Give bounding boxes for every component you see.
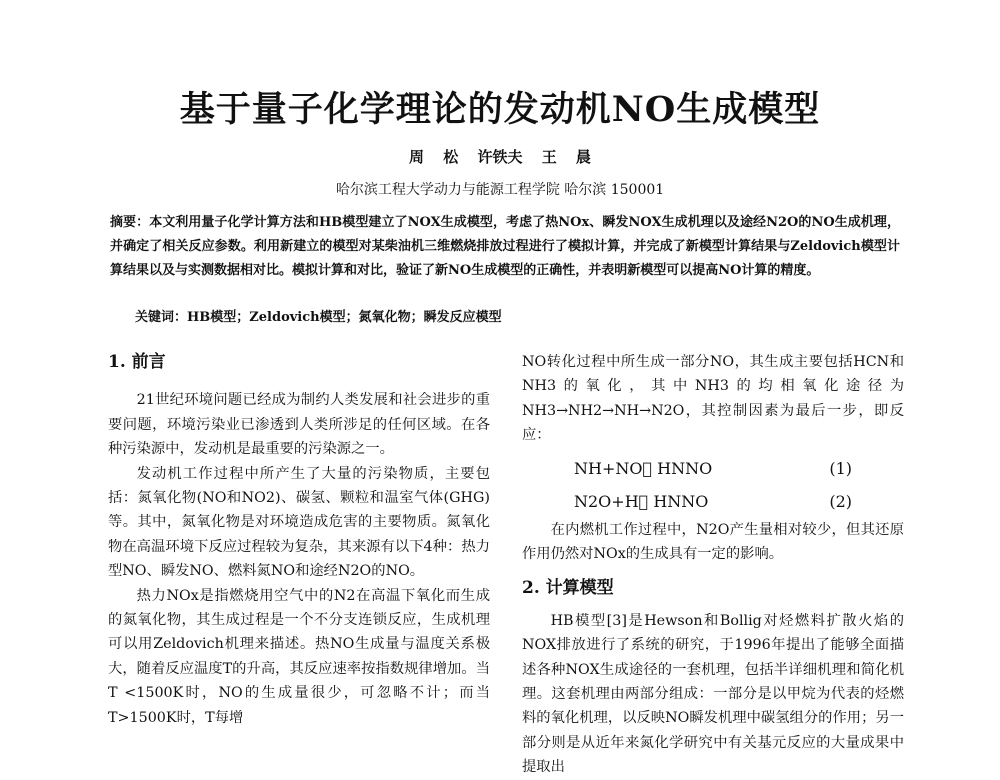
paragraph: 在内燃机工作过程中，N2O产生量相对较少，但其还原作用仍然对NOx的生成具有一定的影响。 (522, 521, 904, 563)
right-column (522, 350, 904, 780)
paragraph: 发动机工作过程中所产生了大量的污染物质，主要包括：氮氧化物(NO和NO2)、碳氢、颗粒和温室气体(GHG)等。其中，氮氧化物是对环境造成危害的主要物质。氮氧化物在高温环境下反应过程较为复杂，其来源有以下4种：热力型NO、瞬发NO、燃料氮NO和途经N2O的NO。 (108, 465, 490, 580)
equation-number: (1) (829, 458, 852, 478)
paragraph: NO转化过程中所生成一部分NO，其生成主要包括HCN和NH3的氧化，其中NH3的均相氧化途径为NH3→NH2→NH→N2O，其控制因素为最后一步，即反应： (522, 354, 904, 444)
equation-number: (2) (829, 491, 852, 511)
keywords (135, 306, 895, 325)
abstract-label: 摘要： (110, 215, 150, 230)
equation-2 (522, 485, 904, 518)
keywords-label: 关键词： (135, 310, 188, 325)
page-title: 基于量子化学理论的发动机NO生成模型 (179, 89, 821, 130)
keywords-text: HB模型；Zeldovich模型；氮氧化物；瞬发反应模型 (187, 310, 502, 325)
paragraph: 21世纪环境问题已经成为制约人类发展和社会进步的重要问题，环境污染业已渗透到人类所涉足的任何区域。在各种污染源中，发动机是最重要的污染源之一。 (108, 392, 490, 458)
equation-text: NH+NO⃞ HNNO (574, 458, 713, 478)
section-heading-model: 2. 计算模型 (522, 578, 614, 599)
abstract-text: 本文利用量子化学计算方法和HB模型建立了NOX生成模型，考虑了热NOx、瞬发NOX生成机理以及途经N2O的NO生成机理，并确定了相关反应参数。利用新建立的模型对某柴油机三维燃烧排放过程进行了模拟计算，并完成了新模型计算结果与Zeldovich模型计算结果以及与实测数据相对比。模拟计算和对比，验证了新NO生成模型的正确性，并表明新模型可以提高NO计算的精度。 (110, 215, 900, 278)
left-column (108, 350, 490, 730)
authors: 周 松 许铁夫 王 晨 (409, 148, 591, 166)
section-heading-introduction: 1. 前言 (108, 352, 166, 372)
paragraph: 热力NOx是指燃烧用空气中的N2在高温下氧化而生成的氮氧化物，其生成过程是一个不分支连锁反应，生成机理可以用Zeldovich机理来描述。热NO生成量与温度关系极大，随着反应温度T的升高，其反应速率按指数规律增加。当T <1500K时，NO的生成量很少，可忽略不计；而当T>1500K时，T每增 (108, 587, 490, 726)
abstract (110, 211, 900, 283)
equation-1 (522, 452, 904, 485)
affiliation: 哈尔滨工程大学动力与能源工程学院 哈尔滨 150001 (335, 182, 665, 198)
paragraph: HB模型[3]是Hewson和Bollig对烃燃料扩散火焰的NOX排放进行了系统的研究，于1996年提出了能够全面描述各种NOX生成途径的一套机理，包括半详细机理和简化机理。这套机理由两部分组成：一部分是以甲烷为代表的烃燃料的氧化机理，以反映NO瞬发机理中碳氢组分的作用；另一部分则是从近年来氮化学研究中有关基元反应的大量成果中提取出 (522, 612, 904, 776)
equation-text: N2O+H⃞ HNNO (574, 491, 709, 511)
